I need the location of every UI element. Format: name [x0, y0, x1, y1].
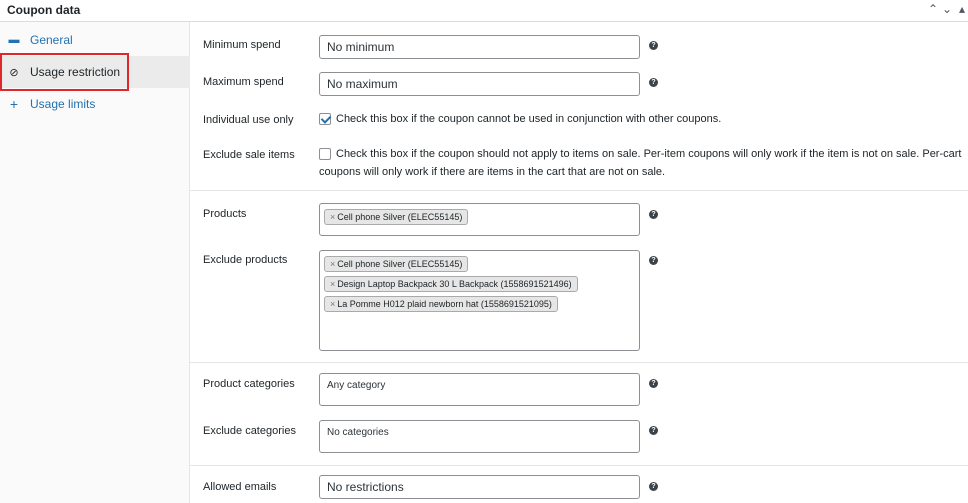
max-spend-label: Maximum spend	[203, 76, 284, 88]
exclude-product-chip[interactable]	[324, 256, 468, 272]
remove-chip-icon[interactable]: ×	[330, 279, 336, 289]
section-divider	[190, 362, 968, 363]
products-select[interactable]	[319, 203, 640, 236]
exclude-categories-help-icon[interactable]: ?	[649, 426, 658, 435]
tab-usage-limits-label: Usage limits	[30, 97, 96, 111]
min-spend-input[interactable]: No minimum	[319, 35, 640, 59]
panel-title: Coupon data	[7, 3, 81, 17]
allowed-emails-label: Allowed emails	[203, 481, 277, 493]
coupon-data-header	[0, 0, 968, 22]
section-divider	[190, 190, 968, 191]
individual-use-checkbox[interactable]	[319, 113, 331, 125]
active-tab-highlight-box	[0, 53, 129, 91]
allowed-emails-input[interactable]: No restrictions	[319, 475, 640, 499]
individual-use-description: Check this box if the coupon cannot be used in conjunction with other coupons.	[336, 113, 722, 125]
product-categories-label: Product categories	[203, 378, 295, 390]
max-spend-help-icon[interactable]: ?	[649, 78, 658, 87]
products-help-icon[interactable]: ?	[649, 210, 658, 219]
min-spend-help-icon[interactable]: ?	[649, 41, 658, 50]
remove-chip-icon[interactable]: ×	[330, 212, 336, 222]
exclude-product-chip[interactable]	[324, 296, 558, 312]
exclude-product-chip-label: La Pomme H012 plaid newborn hat (1558691521095)	[337, 299, 552, 309]
exclude-sale-description-line2: coupons will only work if there are items in the cart that are not on sale.	[319, 166, 666, 178]
exclude-categories-select[interactable]: No categories	[319, 420, 640, 453]
exclude-product-chip[interactable]	[324, 276, 578, 292]
exclude-sale-checkbox[interactable]	[319, 148, 331, 160]
individual-use-label: Individual use only	[203, 114, 294, 126]
remove-chip-icon[interactable]: ×	[330, 259, 336, 269]
exclude-products-label: Exclude products	[203, 254, 288, 266]
product-categories-select[interactable]: Any category	[319, 373, 640, 406]
tab-general-label: General	[30, 33, 73, 47]
max-spend-input[interactable]: No maximum	[319, 72, 640, 96]
exclude-products-help-icon[interactable]: ?	[649, 256, 658, 265]
product-chip-label: Cell phone Silver (ELEC55145)	[337, 212, 463, 222]
move-up-icon[interactable]: ⌃	[928, 2, 939, 16]
exclude-categories-label: Exclude categories	[203, 425, 296, 437]
move-down-icon[interactable]: ⌄	[942, 2, 953, 16]
tab-usage-restriction-label: Usage restriction	[30, 65, 121, 79]
exclude-sale-description-line1: Check this box if the coupon should not apply to items on sale. Per-item coupons will only work if the item is not on sale. Per-cart	[336, 148, 962, 160]
exclude-product-chip-label: Design Laptop Backpack 30 L Backpack (1558691521496)	[337, 279, 572, 289]
products-label: Products	[203, 208, 247, 220]
remove-chip-icon[interactable]: ×	[330, 299, 336, 309]
min-spend-label: Minimum spend	[203, 39, 281, 51]
exclude-product-chip-label: Cell phone Silver (ELEC55145)	[337, 259, 463, 269]
tab-general[interactable]	[0, 24, 190, 56]
allowed-emails-help-icon[interactable]: ?	[649, 482, 658, 491]
product-categories-help-icon[interactable]: ?	[649, 379, 658, 388]
exclude-products-select[interactable]	[319, 250, 640, 351]
plus-icon: +	[9, 96, 19, 112]
section-divider	[190, 465, 968, 466]
toggle-panel-icon[interactable]: ▴	[959, 2, 966, 16]
tab-usage-limits[interactable]	[0, 88, 190, 120]
product-chip[interactable]	[324, 209, 468, 225]
block-icon: ⊘	[9, 66, 19, 79]
exclude-sale-label: Exclude sale items	[203, 149, 295, 161]
ticket-icon: ▬	[8, 34, 20, 46]
